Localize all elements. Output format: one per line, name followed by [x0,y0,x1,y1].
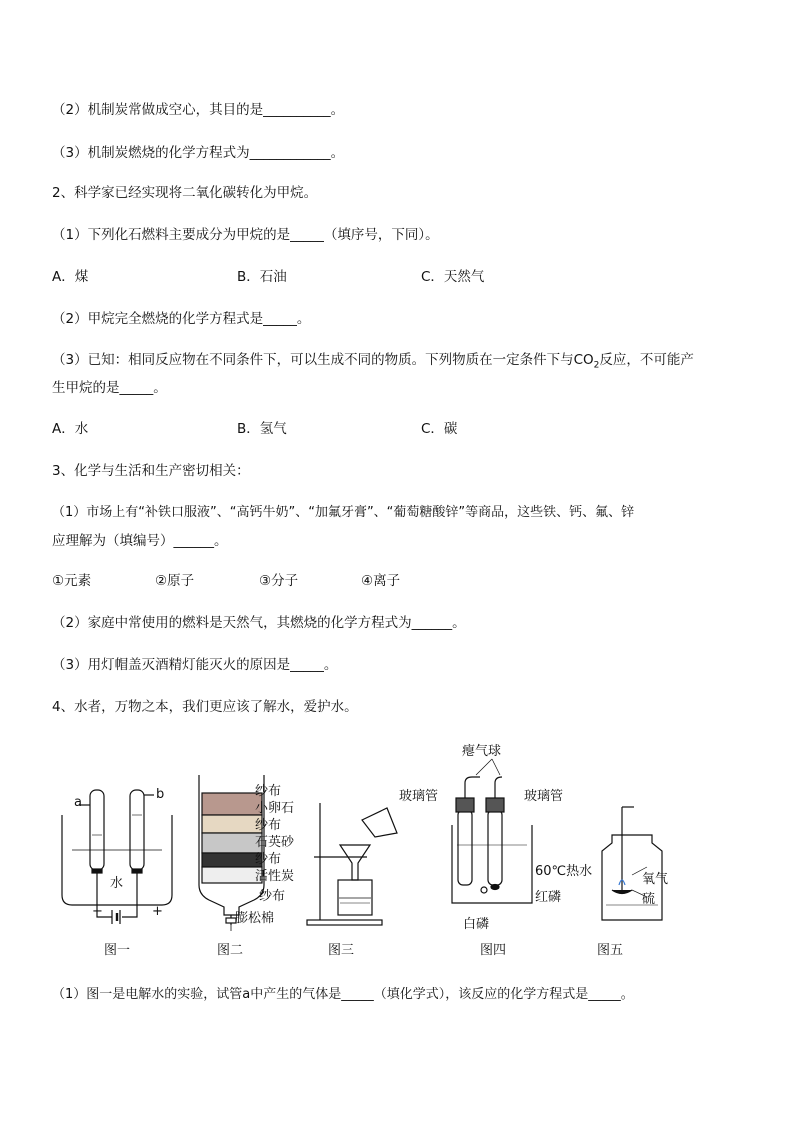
q2-part2: （2）甲烷完全燃烧的化学方程式是_____。 [52,311,311,327]
fig1-label-a: a [74,795,82,810]
figure4-combustion-apparatus [452,759,532,903]
fig4-label-white-phosphorus: 白磷 [463,917,490,932]
fig2-caption: 图二 [217,943,244,958]
fig2-layer-activated-carbon: 活性炭 [255,869,295,884]
q3-p1-option-2: ②原子 [155,573,195,589]
q3-stem: 3、化学与生活和生产密切相关： [52,463,250,479]
figures-svg [52,735,752,965]
fig1-label-minus: − [92,904,103,919]
fig2-layer-pebbles: 小卵石 [255,801,295,816]
fig4-label-tube-right: 玻璃管 [524,789,564,804]
fig5-label-sulfur: 硫 [642,892,656,907]
q2-part3-line1 [52,350,694,376]
q2-p1-option-c: C．天然气 [421,269,485,285]
q2-part3-text-b: 反应，不可能产 [599,352,694,368]
fig5-label-oxygen: 氧气 [642,872,669,887]
fig4-label-tube-left: 玻璃管 [399,789,439,804]
fig1-caption: 图一 [104,943,131,958]
q2-part3-text-a: （3）已知：相同反应物在不同条件下，可以生成不同的物质。下列物质在一定条件下与CO [52,352,594,368]
fig1-label-plus: + [152,904,163,919]
q3-part1-line2: 应理解为（填编号）______。 [52,533,228,549]
fig2-layer-cotton: 膨松棉 [235,911,275,926]
q3-p1-option-4: ④离子 [361,573,401,589]
q4-stem: 4、水者，万物之本，我们更应该了解水，爱护水。 [52,699,358,715]
q3-part3: （3）用灯帽盖灭酒精灯能灭火的原因是_____。 [52,657,338,673]
q3-part1-line1: （1）市场上有“补铁口服液”、“高钙牛奶”、“加氟牙膏”、“葡萄糖酸锌”等商品，这些铁、钙、氟、锌 [52,505,635,520]
q1-part2: （2）机制炭常做成空心，其目的是__________。 [52,102,345,118]
q3-p1-option-1: ①元素 [52,573,92,589]
q3-part2: （2）家庭中常使用的燃料是天然气，其燃烧的化学方程式为______。 [52,615,466,631]
fig1-label-b: b [156,787,165,802]
q2-part3-line2: 生甲烷的是_____。 [52,380,167,396]
fig4-label-balloon: 瘪气球 [462,744,502,759]
q2-p1-option-a: A．煤 [52,269,89,285]
q2-p3-option-c: C．碳 [421,421,458,437]
q2-part1: （1）下列化石燃料主要成分为甲烷的是_____（填序号，下同）。 [52,227,439,243]
q4-figures [52,735,752,965]
fig2-layer-gauze-4: 纱布 [259,889,286,904]
q2-stem: 2、科学家已经实现将二氧化碳转化为甲烷。 [52,185,318,201]
q2-p3-option-a: A．水 [52,421,89,437]
fig4-label-red-phosphorus: 红磷 [535,890,562,905]
fig2-layer-gauze-3: 纱布 [255,852,282,867]
fig5-caption: 图五 [597,943,624,958]
fig3-caption: 图三 [328,943,355,958]
fig1-label-water: 水 [110,876,124,891]
q2-p3-option-b: B．氢气 [237,421,287,437]
fig4-caption: 图四 [480,943,507,958]
q2-p1-option-b: B．石油 [237,269,287,285]
q4-part1: （1）图一是电解水的实验，试管a中产生的气体是_____（填化学式），该反应的化学方程式是_____。 [52,987,634,1002]
fig2-layer-gauze-2: 纱布 [255,818,282,833]
fig2-layer-gauze-1: 纱布 [255,784,282,799]
q2-part3-subscript: 2 [593,360,600,371]
fig2-layer-quartz-sand: 石英砂 [255,835,295,850]
fig4-label-hot-water: 60℃热水 [535,864,593,879]
figure3-filtration [307,803,397,925]
q3-p1-option-3: ③分子 [259,573,299,589]
q1-part3: （3）机制炭燃烧的化学方程式为____________。 [52,145,345,161]
